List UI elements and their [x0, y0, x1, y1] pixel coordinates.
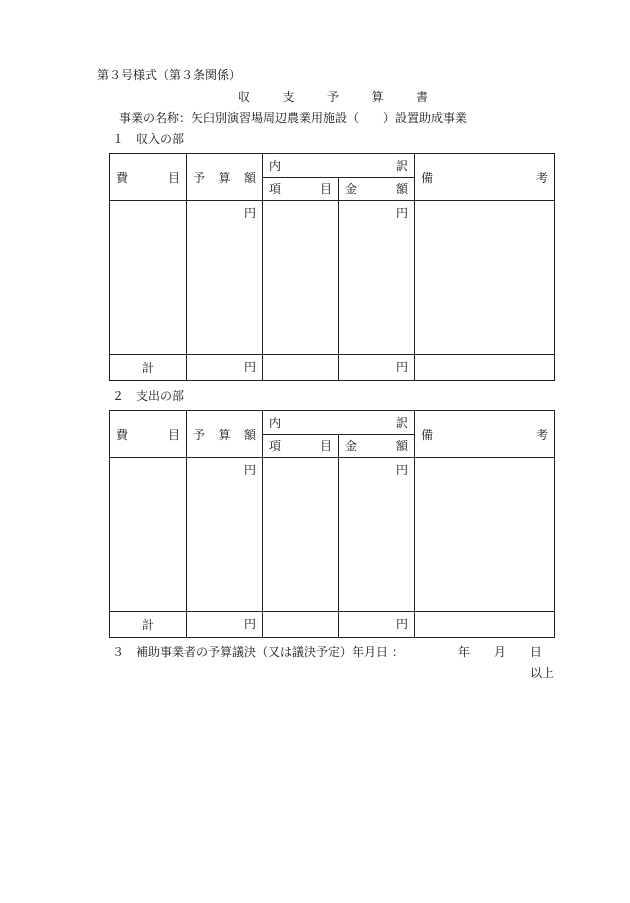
- title-char: 支: [282, 90, 295, 104]
- total-label: 計: [110, 355, 187, 381]
- cell-sub-item[interactable]: [263, 458, 339, 612]
- header-item: 費 目: [110, 411, 187, 458]
- cell-remarks[interactable]: [415, 201, 555, 355]
- cell-budget[interactable]: [187, 458, 263, 612]
- header-amount: 金 額: [339, 434, 415, 458]
- yen-unit: 円: [395, 617, 408, 631]
- total-remarks[interactable]: [415, 355, 555, 381]
- form-number: 第３号様式（第３条関係）: [97, 68, 242, 82]
- total-amount[interactable]: [339, 612, 415, 638]
- yen-unit: 円: [395, 360, 408, 374]
- yen-unit: 円: [243, 463, 256, 477]
- end-mark: 以上: [530, 666, 555, 680]
- header-sub-item: 項 目: [263, 177, 339, 201]
- yen-unit: 円: [243, 617, 256, 631]
- total-sub-item: [263, 355, 339, 381]
- section-income-heading: １ 収入の部: [112, 132, 185, 146]
- cell-item[interactable]: [110, 458, 187, 612]
- total-budget[interactable]: [187, 355, 263, 381]
- document-title: [238, 88, 428, 105]
- title-char: 算: [371, 90, 384, 104]
- income-table: [109, 153, 555, 381]
- total-budget[interactable]: [187, 612, 263, 638]
- project-name: 事業の名称：矢臼別演習場周辺農業用施設（ ）設置助成事業: [119, 111, 468, 125]
- section-expenditure-heading: ２ 支出の部: [112, 389, 185, 403]
- header-remarks: 備 考: [415, 154, 555, 201]
- cell-budget[interactable]: [187, 201, 263, 355]
- expenditure-table: [109, 410, 555, 638]
- yen-unit: 円: [395, 463, 408, 477]
- total-remarks[interactable]: [415, 612, 555, 638]
- yen-unit: 円: [395, 206, 408, 220]
- resolution-date-line: ３ 補助事業者の予算議決（又は議決予定）年月日 ： 年 月 日: [112, 645, 542, 659]
- header-budget: 予 算 額: [187, 411, 263, 458]
- cell-amount[interactable]: [339, 458, 415, 612]
- title-char: 予: [326, 90, 339, 104]
- header-sub-item: 項 目: [263, 434, 339, 458]
- cell-remarks[interactable]: [415, 458, 555, 612]
- header-breakdown: 内 訳: [263, 411, 415, 435]
- yen-unit: 円: [243, 206, 256, 220]
- header-amount: 金 額: [339, 177, 415, 201]
- title-char: 収: [238, 90, 251, 104]
- cell-amount[interactable]: [339, 201, 415, 355]
- yen-unit: 円: [243, 360, 256, 374]
- header-item: 費 目: [110, 154, 187, 201]
- header-budget: 予 算 額: [187, 154, 263, 201]
- total-sub-item: [263, 612, 339, 638]
- cell-item[interactable]: [110, 201, 187, 355]
- header-breakdown: 内 訳: [263, 154, 415, 178]
- total-label: 計: [110, 612, 187, 638]
- header-remarks: 備 考: [415, 411, 555, 458]
- total-amount[interactable]: [339, 355, 415, 381]
- cell-sub-item[interactable]: [263, 201, 339, 355]
- title-char: 書: [415, 90, 428, 104]
